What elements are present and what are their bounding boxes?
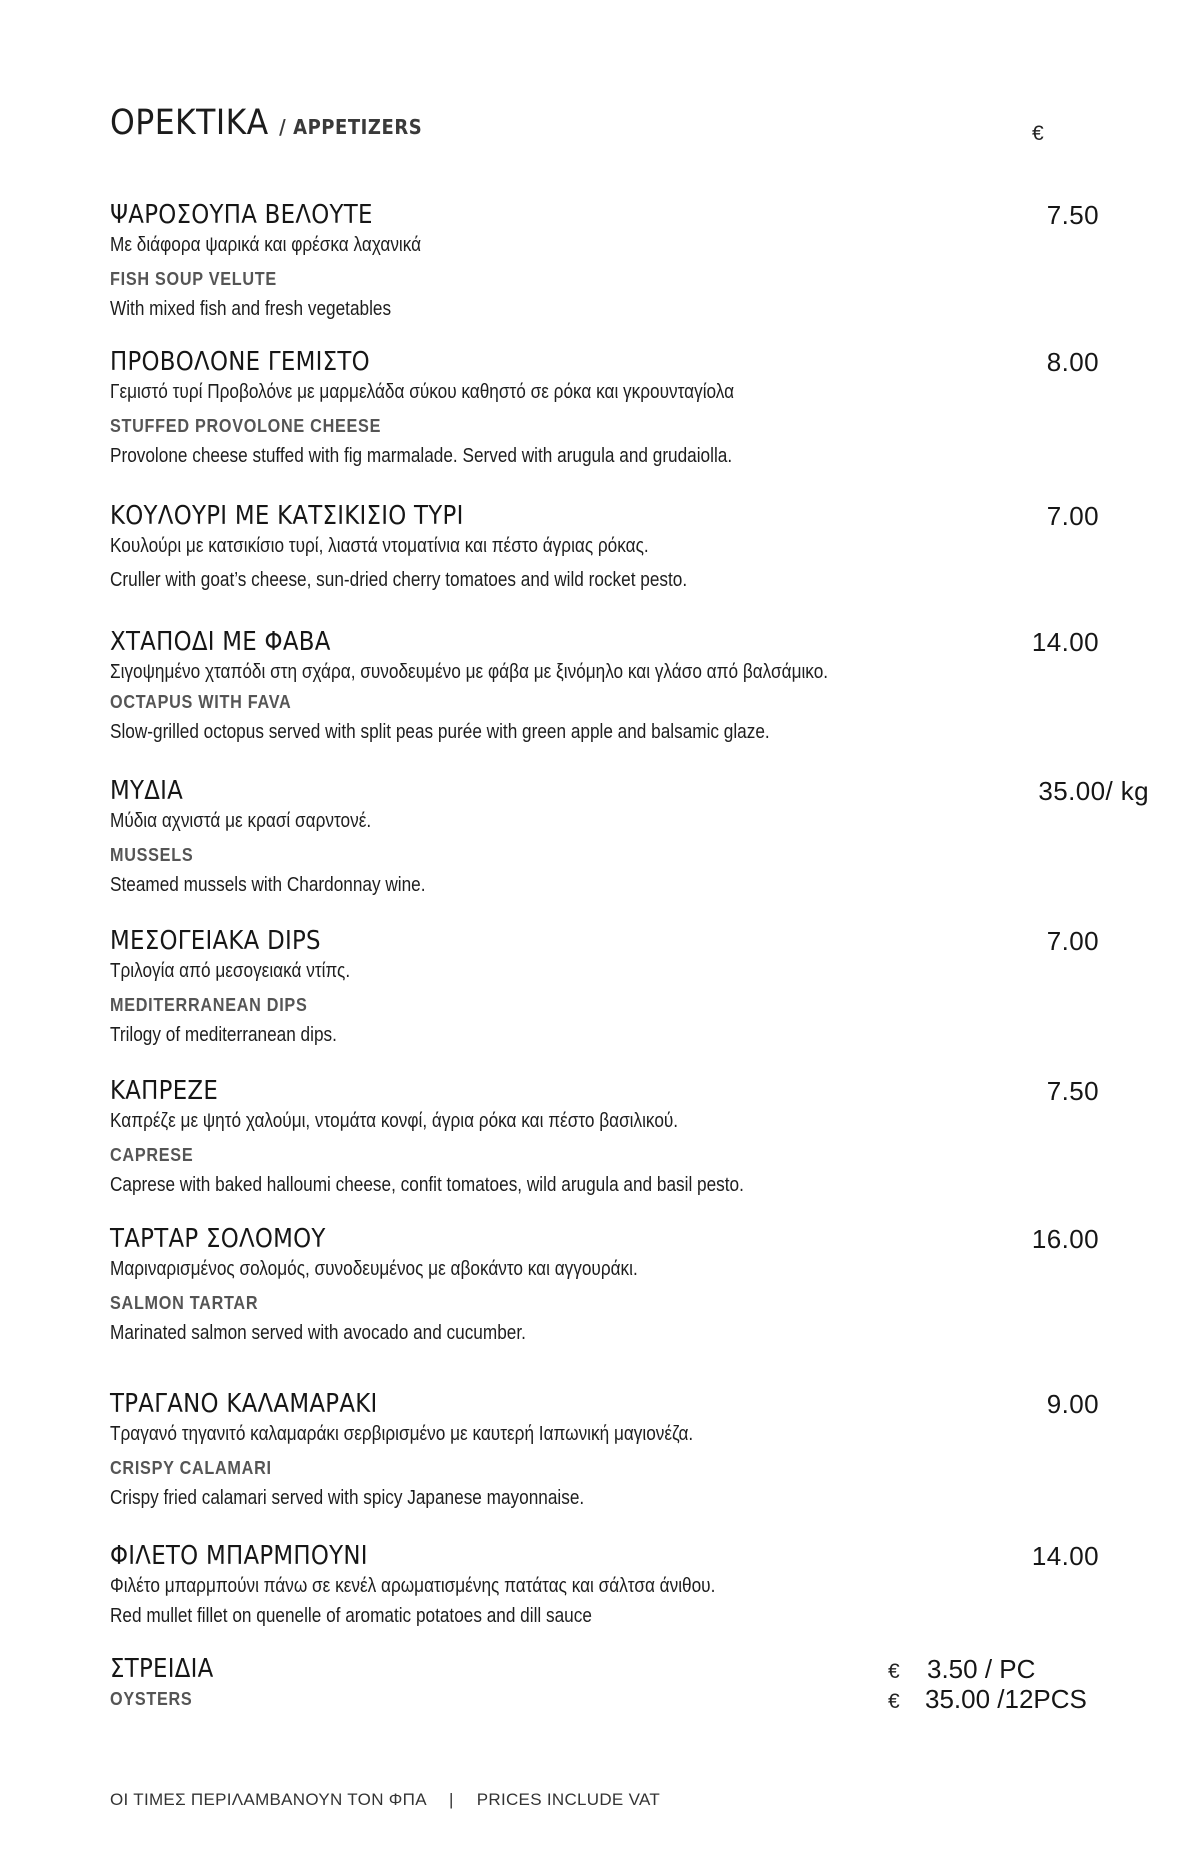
item-name-greek: ΤΡΑΓΑΝΟ ΚΑΛΑΜΑΡΑΚΙ [110, 1389, 378, 1419]
item-name-greek: ΠΡΟΒΟΛΟΝΕ ΓΕΜΙΣΤΟ [110, 347, 370, 377]
item-price: 7.00 [1046, 926, 1099, 956]
item-price: 14.00 [1031, 1541, 1099, 1571]
menu-item [110, 1389, 1110, 1513]
item-price: 35.00/ kg [1038, 776, 1149, 806]
item-desc-english: Trilogy of mediterranean dips. [110, 1024, 337, 1046]
item-desc-english: Slow-grilled octopus served with split peas purée with green apple and balsamic glaze. [110, 721, 770, 743]
item-desc-greek: Μαριναρισμένος σολομός, συνοδευμένος με αβοκάντο και αγγουράκι. [110, 1258, 638, 1280]
item-name-english: MEDITERRANEAN DIPS [110, 995, 308, 1015]
item-price: 7.50 [1046, 200, 1099, 230]
menu-item [110, 926, 1110, 1050]
item-desc-english: Red mullet fillet on quenelle of aromatic potatoes and dill sauce [110, 1605, 592, 1627]
item-name-greek: ΦΙΛΕΤΟ ΜΠΑΡΜΠΟΥΝΙ [110, 1541, 368, 1571]
currency-header: € [1032, 122, 1044, 145]
item-name-greek: ΜΕΣΟΓΕΙΑΚΑ DIPS [110, 926, 321, 956]
item-desc-greek: Φιλέτο μπαρμπούνι πάνω σε κενέλ αρωματισμένης πατάτας και σάλτσα άνιθου. [110, 1575, 716, 1597]
vat-note-separator: | [448, 1790, 454, 1809]
item-name-english: FISH SOUP VELUTE [110, 269, 277, 289]
item-name-greek: ΤΑΡΤΑΡ ΣΟΛΟΜΟΥ [110, 1224, 326, 1254]
vat-note-english: PRICES INCLUDE VAT [476, 1790, 661, 1809]
item-name-english: SALMON TARTAR [110, 1293, 259, 1313]
item-name-english: MUSSELS [110, 845, 194, 865]
item-price: 14.00 [1031, 627, 1099, 657]
item-name-greek: ΚΟΥΛΟΥΡΙ ΜΕ ΚΑΤΣΙΚΙΣΙΟ ΤΥΡΙ [110, 501, 464, 531]
price-per-dozen: 35.00 /12PCS [925, 1684, 1087, 1714]
item-name-english: CRISPY CALAMARI [110, 1458, 272, 1478]
item-name-english: OCTAPUS WITH FAVA [110, 692, 292, 712]
vat-note [110, 1790, 660, 1810]
item-name-greek: ΨΑΡΟΣΟΥΠΑ ΒΕΛΟΥΤΕ [110, 200, 373, 230]
menu-item [110, 1541, 1110, 1631]
title-greek: ΟΡΕΚΤΙΚΑ [110, 103, 269, 143]
item-desc-english: Steamed mussels with Chardonnay wine. [110, 874, 426, 896]
item-desc-greek: Κουλούρι με κατσικίσιο τυρί, λιαστά ντοματίνια και πέστο άγριας ρόκας. [110, 535, 649, 557]
price-per-piece: 3.50 / PC [927, 1654, 1036, 1684]
item-desc-greek: Καπρέζε με ψητό χαλούμι, ντομάτα κονφί, άγρια ρόκα και πέστο βασιλικού. [110, 1110, 679, 1132]
menu-item [110, 200, 1110, 324]
item-desc-english: Caprese with baked halloumi cheese, confit tomatoes, wild arugula and basil pesto. [110, 1174, 744, 1196]
item-desc-greek: Γεμιστό τυρί Προβολόνε με μαρμελάδα σύκου καθηστό σε ρόκα και γκρουνταγίολα [110, 381, 735, 403]
menu-item [110, 501, 1110, 595]
item-price: 7.00 [1046, 501, 1099, 531]
menu-item [110, 1224, 1110, 1348]
item-price: 7.50 [1046, 1076, 1099, 1106]
item-name-greek: ΜΥΔΙΑ [110, 776, 184, 806]
item-price: 16.00 [1031, 1224, 1099, 1254]
item-name-english: CAPRESE [110, 1145, 194, 1165]
menu-item [110, 1076, 1110, 1200]
item-price: 8.00 [1046, 347, 1099, 377]
item-name-greek: ΣΤΡΕΙΔΙΑ [110, 1654, 214, 1684]
item-desc-greek: Σιγοψημένο χταπόδι στη σχάρα, συνοδευμένο με φάβα με ξινόμηλο και γλάσο από βαλσάμικο. [110, 661, 829, 683]
item-desc-english: Cruller with goat’s cheese, sun-dried cherry tomatoes and wild rocket pesto. [110, 569, 688, 591]
item-price: 9.00 [1046, 1389, 1099, 1419]
menu-item [110, 627, 1110, 747]
page-title [110, 103, 423, 143]
item-desc-english: With mixed fish and fresh vegetables [110, 298, 392, 320]
currency-symbol: € [888, 1660, 900, 1683]
item-desc-english: Provolone cheese stuffed with fig marmalade. Served with arugula and grudaiolla. [110, 445, 733, 467]
menu-item [110, 776, 1149, 900]
menu-item [110, 347, 1110, 471]
currency-symbol: € [888, 1690, 900, 1713]
item-name-greek: ΚΑΠΡΕΖΕ [110, 1076, 219, 1106]
item-desc-greek: Με διάφορα ψαρικά και φρέσκα λαχανικά [110, 234, 422, 256]
item-name-greek: ΧΤΑΠΟΔΙ ΜΕ ΦΑΒΑ [110, 627, 331, 657]
vat-note-greek: ΟΙ ΤΙΜΕΣ ΠΕΡΙΛΑΜΒΑΝΟΥΝ ΤΟΝ ΦΠΑ [110, 1790, 426, 1809]
title-english: / APPETIZERS [279, 115, 423, 139]
item-desc-greek: Τριλογία από μεσογειακά ντίπς. [110, 960, 351, 982]
item-desc-greek: Τραγανό τηγανιτό καλαμαράκι σερβιρισμένο με καυτερή Ιαπωνική μαγιονέζα. [110, 1423, 694, 1445]
item-desc-greek: Μύδια αχνιστά με κρασί σαρντονέ. [110, 810, 372, 832]
item-name-english: STUFFED PROVOLONE CHEESE [110, 416, 382, 436]
item-desc-english: Crispy fried calamari served with spicy Japanese mayonnaise. [110, 1487, 585, 1509]
item-desc-english: Marinated salmon served with avocado and cucumber. [110, 1322, 526, 1344]
item-name-english: OYSTERS [110, 1689, 193, 1709]
